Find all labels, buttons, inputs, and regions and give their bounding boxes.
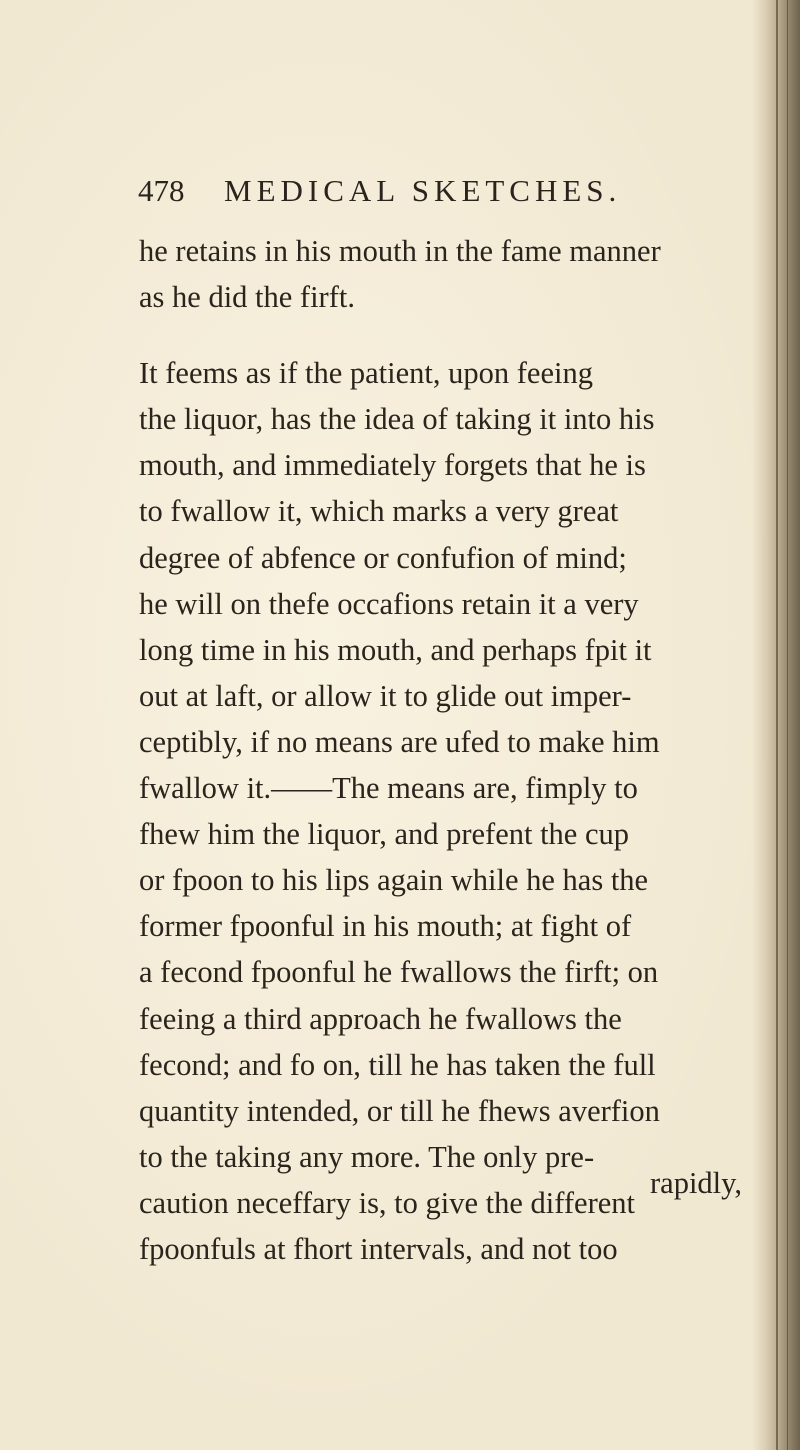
text-line [139, 996, 745, 1042]
page-edge-line [787, 0, 788, 1450]
text-line-content: as he did the firft. [139, 280, 355, 315]
text-line [139, 1088, 745, 1134]
text-line [139, 811, 745, 857]
text-line-content: fpoonfuls at fhort intervals, and not too [139, 1231, 618, 1266]
text-line-content: mouth, and immediately forgets that he is [139, 448, 646, 483]
text-line [139, 1226, 745, 1272]
catchword: rapidly, [650, 1166, 743, 1200]
text-line-content: fwallow it.——The means are, fimply to [139, 771, 638, 806]
text-line [139, 535, 745, 581]
body-text [139, 228, 745, 1272]
text-line [139, 274, 745, 320]
text-line-content: to fwallow it, which marks a very great [139, 494, 619, 529]
text-line-content: out at laft, or allow it to glide out imper- [139, 678, 632, 713]
text-line-content: a fecond fpoonful he fwallows the firft; on [139, 955, 659, 990]
text-line-content: former fpoonful in his mouth; at fight of [139, 909, 632, 944]
text-line-content: It feems as if the patient, upon feeing [139, 356, 593, 391]
text-line-content: he retains in his mouth in the fame manner [139, 234, 661, 268]
text-line [139, 949, 745, 995]
text-line [139, 765, 745, 811]
text-line [139, 228, 745, 274]
text-line [139, 627, 745, 673]
text-line-content: quantity intended, or till he fhews averfion [139, 1093, 660, 1128]
text-line [139, 719, 745, 765]
text-line-content: feeing a third approach he fwallows the [139, 1001, 622, 1036]
text-line-content: he will on thefe occafions retain it a very [139, 586, 639, 621]
gutter-fold-line [776, 0, 778, 1450]
text-line-content: ceptibly, if no means are ufed to make him [139, 724, 660, 759]
text-line [139, 857, 745, 903]
text-line [139, 673, 745, 719]
text-line [139, 396, 745, 442]
text-line [139, 350, 745, 396]
running-head: MEDICAL SKETCHES. [224, 173, 622, 208]
text-line [139, 1042, 745, 1088]
text-line [139, 488, 745, 534]
text-line-content: caution neceffary is, to give the different [139, 1185, 635, 1220]
text-line [139, 581, 745, 627]
text-line-content: the liquor, has the idea of taking it into his [139, 402, 655, 437]
text-line-content: long time in his mouth, and perhaps fpit it [139, 632, 652, 667]
text-line-content: or fpoon to his lips again while he has the [139, 863, 649, 898]
text-line-content: to the taking any more. The only pre- [139, 1139, 595, 1174]
page-number: 478 [138, 173, 185, 208]
text-line-content: fhew him the liquor, and prefent the cup [139, 817, 630, 852]
paragraph-gap [139, 320, 745, 350]
text-line-content: degree of abfence or confufion of mind; [139, 540, 627, 575]
page-header [138, 172, 621, 209]
text-line [139, 442, 745, 488]
text-line-content: fecond; and fo on, till he has taken the full [139, 1047, 656, 1082]
text-line [139, 903, 745, 949]
